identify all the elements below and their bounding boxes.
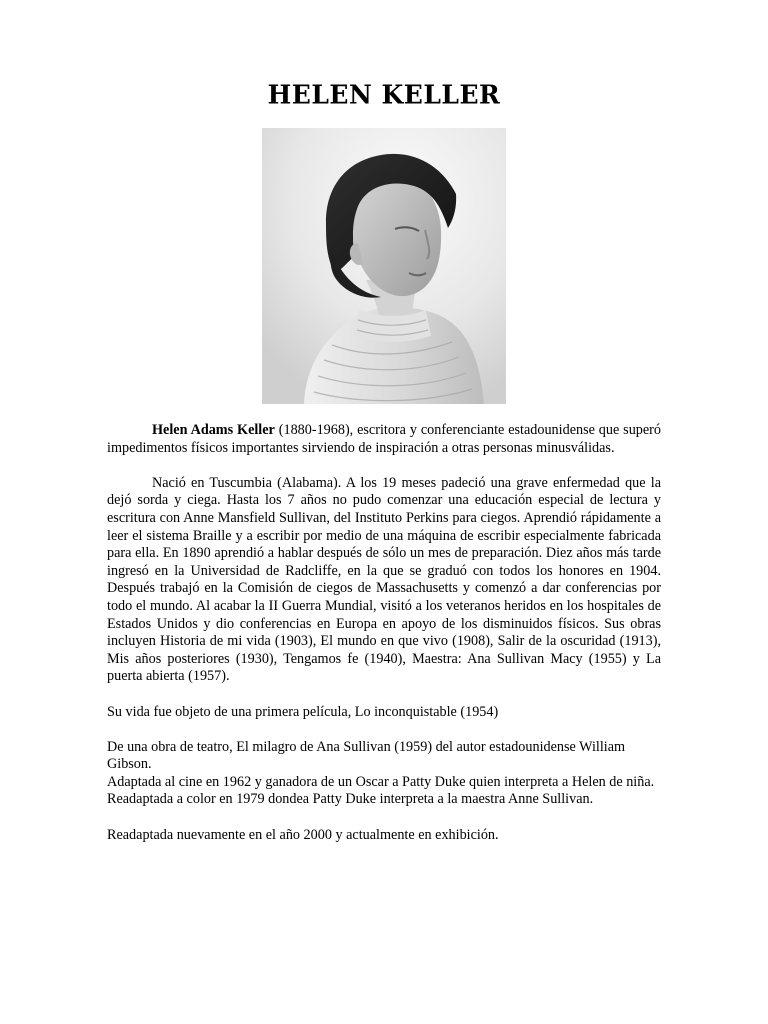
biography-paragraph: Nació en Tuscumbia (Alabama). A los 19 meses padeció una grave enfermedad que la dejó sorda y ciega. Hasta los 7 años no pudo comenzar una educación especial de lectura y escritura con Anne Mansfield Sullivan, del Instituto Perkins para ciegos. Aprendió rápidamente a leer el sistema Braille y a escribir por medio de una máquina de escribir especialmente fabricada para ella. En 1890 aprendió a hablar después de sólo un mes de preparación. Diez años más tarde ingresó en la Universidad de Radcliffe, en la que se graduó con todos los honores en 1904. Después trabajó en la Comisión de ciegos de Massachusetts y comenzó a dar conferencias por todo el mundo. Al acabar la II Guerra Mundial, visitó a los veteranos heridos en los hospitales de Estados Unidos y dio conferencias en Europa en apoyo de los disminuidos físicos. Sus obras incluyen Historia de mi vida (1903), El mundo en que vivo (1908), Salir de la oscuridad (1913), Mis años posteriores (1930), Tengamos fe (1940), Maestra: Ana Sullivan Macy (1955) y La puerta abierta (1957).	[107, 474, 661, 685]
adaptation-1979-paragraph: Readaptada a color en 1979 dondea Patty Duke interpreta a la maestra Anne Sullivan.	[107, 791, 594, 808]
film-paragraph: Su vida fue objeto de una primera película, Lo inconquistable (1954)	[107, 703, 499, 720]
page-title: HELEN KELLER	[267, 79, 501, 110]
adaptation-2000-paragraph: Readaptada nuevamente en el año 2000 y actualmente en exhibición.	[107, 826, 499, 843]
intro-paragraph	[107, 422, 661, 457]
portrait-photo-icon	[262, 128, 506, 404]
adaptation-1962-paragraph: Adaptada al cine en 1962 y ganadora de un Oscar a Patty Duke quien interpreta a Helen de niña.	[107, 773, 655, 790]
theatre-paragraph: De una obra de teatro, El milagro de Ana Sullivan (1959) del autor estadounidense William Gibson.	[107, 738, 626, 773]
portrait-photo	[262, 128, 506, 404]
subject-name: Helen Adams Keller	[152, 422, 275, 438]
article-body	[107, 422, 661, 844]
intro-description: (1880-1968), escritora y conferenciante estadounidense que superó impedimentos físicos importantes sirviendo de inspiración a otras personas minusválidas.	[107, 422, 661, 456]
